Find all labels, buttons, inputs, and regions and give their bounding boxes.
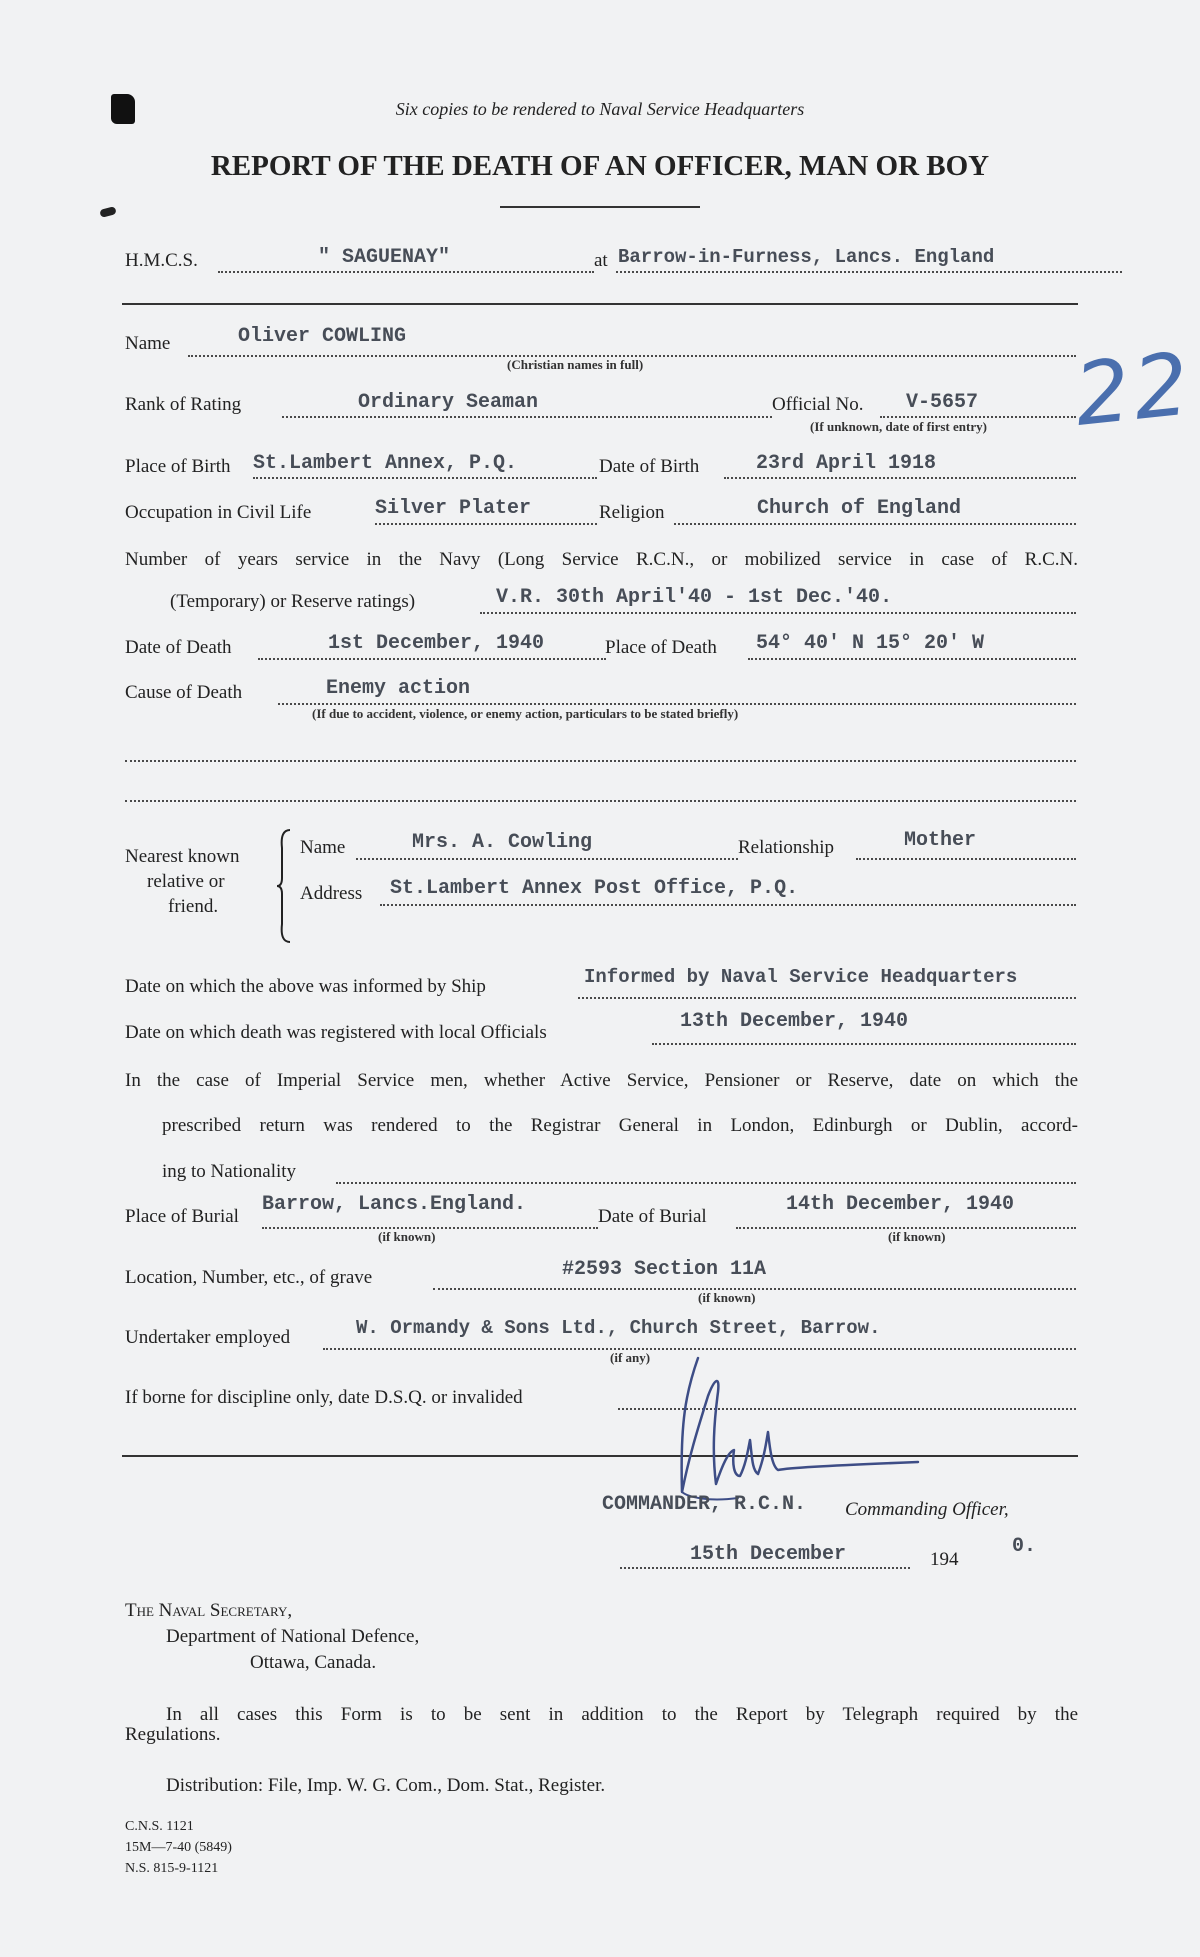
cause-extra-line-2[interactable] <box>125 800 1076 802</box>
commander-rank-typed: COMMANDER, R.C.N. <box>602 1493 807 1516</box>
form-code-line1: C.N.S. 1121 <box>125 1819 194 1834</box>
relative-section-line2: relative or <box>147 871 225 892</box>
death-date-field[interactable] <box>258 658 606 660</box>
ship-field[interactable] <box>218 271 594 273</box>
informed-field[interactable] <box>578 997 1076 999</box>
punch-hole-mark-small <box>99 206 117 218</box>
name-label: Name <box>125 333 171 354</box>
form-code-line3: N.S. 815-9-1121 <box>125 1861 219 1876</box>
distribution-line: Distribution: File, Imp. W. G. Com., Dom. Stat., Register. <box>166 1775 606 1796</box>
relative-address-label: Address <box>300 883 363 904</box>
signature-date-typed: 15th December <box>690 1543 847 1566</box>
relative-section-line1: Nearest known <box>125 846 240 867</box>
rank-label: Rank of Rating <box>125 394 242 415</box>
cause-value: Enemy action <box>326 677 471 700</box>
service-label-line2: (Temporary) or Reserve ratings) <box>170 591 416 612</box>
relative-name-value: Mrs. A. Cowling <box>412 831 593 854</box>
grave-value: #2593 Section 11A <box>562 1258 767 1281</box>
birthdate-field[interactable] <box>724 477 1076 479</box>
page-title: REPORT OF THE DEATH OF AN OFFICER, MAN OR BOY <box>210 150 990 182</box>
rank-field[interactable] <box>282 416 772 418</box>
official-no-label: Official No. <box>772 394 864 415</box>
death-place-label: Place of Death <box>605 637 717 658</box>
commanding-officer-title: Commanding Officer, <box>845 1499 1009 1520</box>
burial-place-label: Place of Burial <box>125 1206 239 1227</box>
relationship-value: Mother <box>904 829 977 852</box>
relative-name-label: Name <box>300 837 346 858</box>
burial-place-hint: (if known) <box>378 1229 436 1244</box>
discipline-label: If borne for discipline only, date D.S.Q. or invalided <box>125 1387 523 1408</box>
birthplace-value: St.Lambert Annex, P.Q. <box>253 452 518 475</box>
religion-label: Religion <box>599 502 665 523</box>
occupation-field[interactable] <box>375 523 597 525</box>
undertaker-hint: (if any) <box>610 1350 651 1365</box>
religion-field[interactable] <box>674 523 1076 525</box>
official-no-value: V-5657 <box>906 391 979 414</box>
birthdate-label: Date of Birth <box>599 456 700 477</box>
registered-label: Date on which death was registered with local Officials <box>125 1022 547 1043</box>
ship-label: H.M.C.S. <box>125 250 198 271</box>
occupation-label: Occupation in Civil Life <box>125 502 312 523</box>
location-value: Barrow-in-Furness, Lancs. England <box>618 246 995 268</box>
service-label-line1: Number of years service in the Navy (Long Service R.C.N., or mobilized service in case of R.C.N. <box>125 549 1078 570</box>
registered-value: 13th December, 1940 <box>680 1010 909 1033</box>
official-no-hint: (If unknown, date of first entry) <box>810 419 987 434</box>
title-underline <box>500 206 700 208</box>
service-field[interactable] <box>480 612 1076 614</box>
cause-label: Cause of Death <box>125 682 243 703</box>
undertaker-field[interactable] <box>323 1348 1076 1350</box>
informed-label: Date on which the above was informed by Ship <box>125 976 486 997</box>
cause-extra-line-1[interactable] <box>125 760 1076 762</box>
burial-date-value: 14th December, 1940 <box>786 1193 1015 1216</box>
relative-name-field[interactable] <box>356 858 738 860</box>
relative-address-value: St.Lambert Annex Post Office, P.Q. <box>390 877 799 900</box>
burial-place-value: Barrow, Lancs.England. <box>262 1193 527 1216</box>
name-hint: (Christian names in full) <box>507 357 644 372</box>
form-code-line2: 15M—7-40 (5849) <box>125 1840 232 1855</box>
addressee-line3: Ottawa, Canada. <box>250 1652 377 1673</box>
copies-note: Six copies to be rendered to Naval Service Headquarters <box>395 99 805 119</box>
relative-bracket <box>276 828 294 944</box>
note-line1: In all cases this Form is to be sent in addition to the Report by Telegraph required by the <box>166 1704 1078 1725</box>
relationship-field[interactable] <box>856 858 1076 860</box>
cause-hint: (If due to accident, violence, or enemy action, particulars to be stated briefly) <box>312 706 739 721</box>
religion-value: Church of England <box>757 497 962 520</box>
grave-label: Location, Number, etc., of grave <box>125 1267 373 1288</box>
addressee-line1: The Naval Secretary, <box>125 1600 293 1621</box>
undertaker-value: W. Ormandy & Sons Ltd., Church Street, Barrow. <box>356 1317 881 1339</box>
name-value: Oliver COWLING <box>238 325 407 348</box>
signature-date-field[interactable] <box>620 1567 910 1569</box>
death-place-value: 54° 40' N 15° 20' W <box>756 632 985 655</box>
imperial-line1: In the case of Imperial Service men, whether Active Service, Pensioner or Reserve, date on which the <box>125 1070 1078 1091</box>
commander-signature <box>668 1352 968 1512</box>
relative-address-field[interactable] <box>380 904 1076 906</box>
signature-year-suffix: 0. <box>1012 1535 1037 1558</box>
birthplace-field[interactable] <box>253 477 597 479</box>
grave-hint: (if known) <box>698 1290 756 1305</box>
official-no-field[interactable] <box>880 416 1076 418</box>
informed-value: Informed by Naval Service Headquarters <box>584 966 1018 988</box>
relative-section-line3: friend. <box>168 896 219 917</box>
addressee-line2: Department of National Defence, <box>166 1626 420 1647</box>
occupation-value: Silver Plater <box>375 497 532 520</box>
at-label: at <box>594 250 608 271</box>
imperial-line2: prescribed return was rendered to the Registrar General in London, Edinburgh or Dublin, accord- <box>162 1115 1078 1136</box>
death-place-field[interactable] <box>748 658 1076 660</box>
handwritten-number: 22 <box>1070 334 1198 446</box>
death-date-label: Date of Death <box>125 637 232 658</box>
imperial-line3: ing to Nationality <box>162 1161 297 1182</box>
death-date-value: 1st December, 1940 <box>328 632 545 655</box>
undertaker-label: Undertaker employed <box>125 1327 291 1348</box>
registered-field[interactable] <box>652 1043 1076 1045</box>
service-value: V.R. 30th April'40 - 1st Dec.'40. <box>496 586 893 609</box>
birthdate-value: 23rd April 1918 <box>756 452 937 475</box>
imperial-field[interactable] <box>336 1182 1076 1184</box>
burial-date-label: Date of Burial <box>598 1206 707 1227</box>
cause-field[interactable] <box>278 703 1076 705</box>
relationship-label: Relationship <box>738 837 835 858</box>
birthplace-label: Place of Birth <box>125 456 231 477</box>
ship-value: " SAGUENAY" <box>318 246 451 269</box>
note-line2: Regulations. <box>125 1724 221 1745</box>
location-field[interactable] <box>616 271 1122 273</box>
section-divider-top <box>122 303 1078 305</box>
rank-value: Ordinary Seaman <box>358 391 539 414</box>
burial-date-hint: (if known) <box>888 1229 946 1244</box>
signature-year-prefix: 194 <box>930 1549 959 1570</box>
